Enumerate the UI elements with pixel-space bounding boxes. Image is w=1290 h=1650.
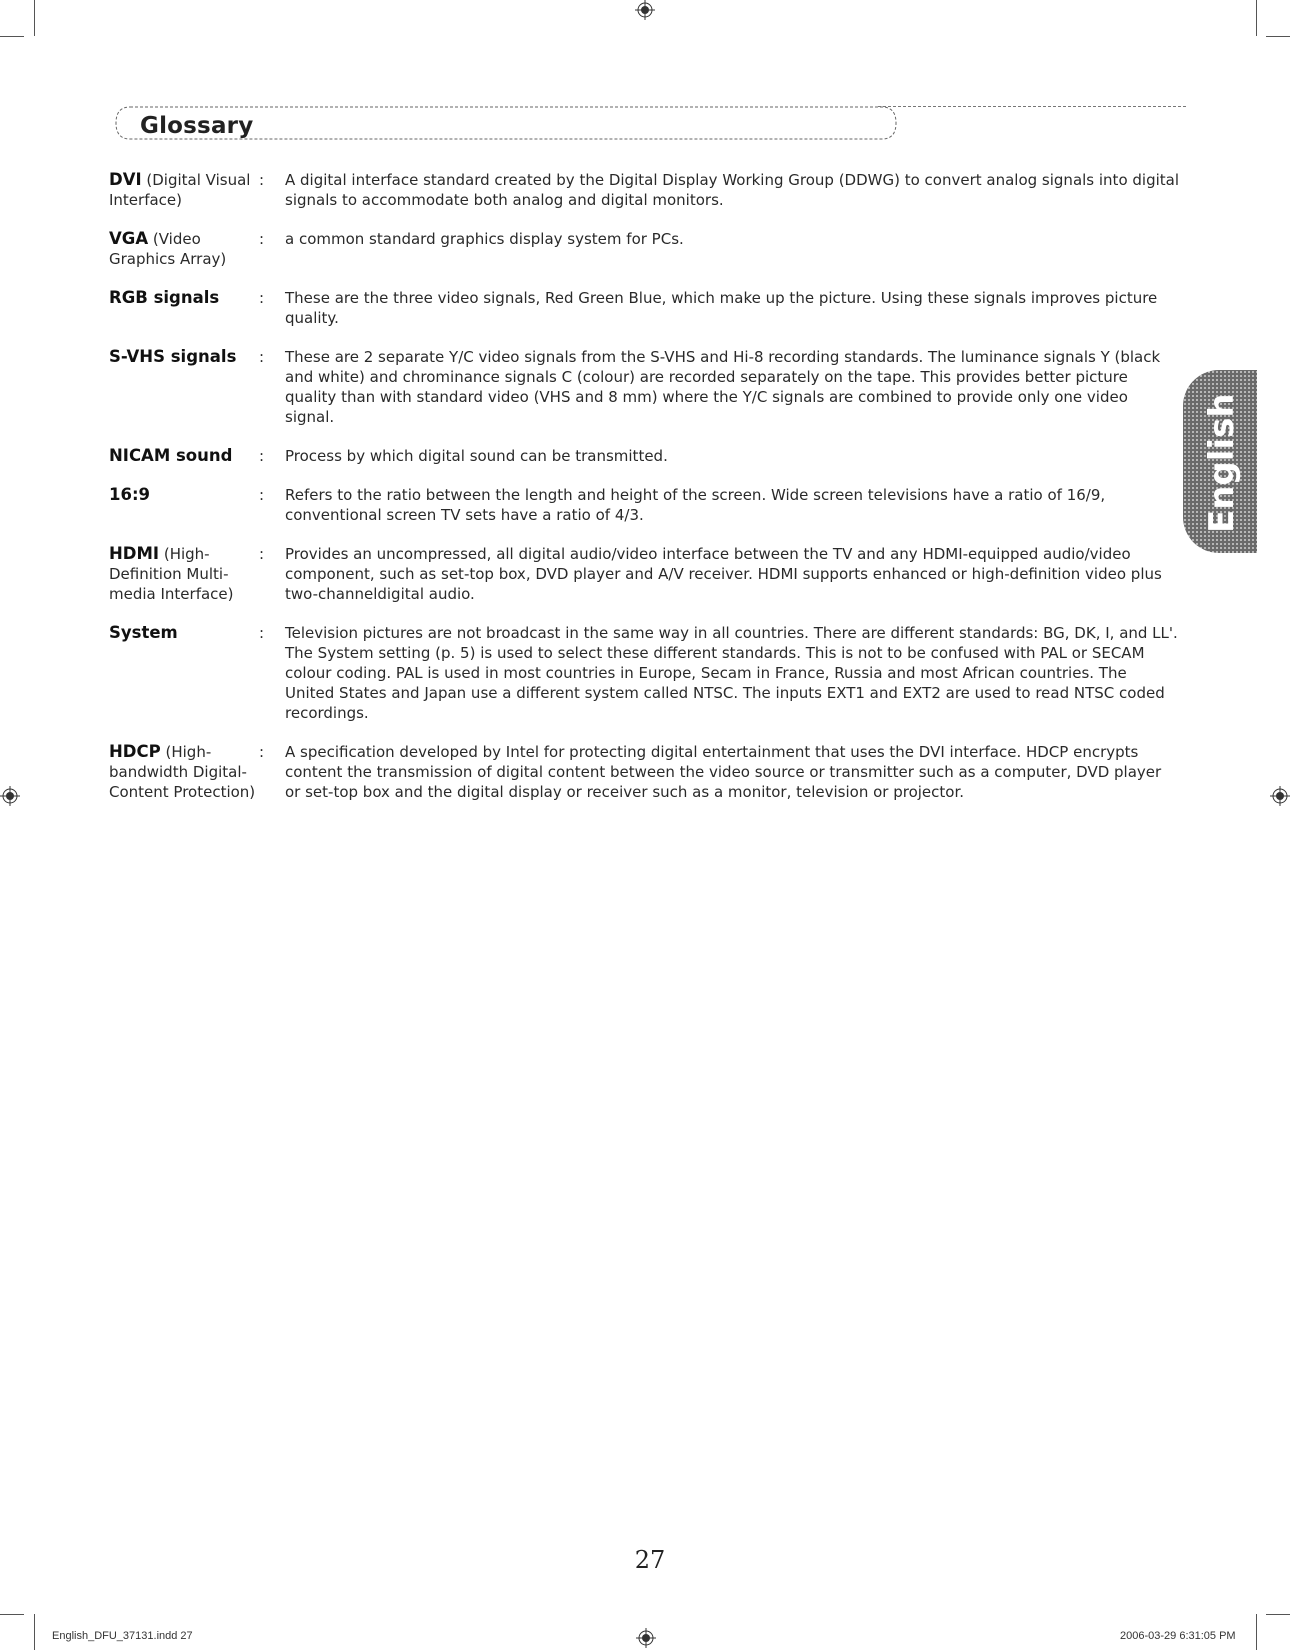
glossary-definition: A specification developed by Intel for protecting digital entertainment that uses the DVI interface. HDCP encrypts content the transmission of digital content between the video source or transmitter such as a computer, DVD player or set-top box and the digital display or receiver such as a monitor, television or projector. <box>285 743 1162 801</box>
glossary-entry <box>109 742 1179 802</box>
registration-mark-icon <box>636 1628 656 1648</box>
page-title: Glossary <box>140 113 254 139</box>
glossary-definition: A digital interface standard created by the Digital Display Working Group (DDWG) to convert analog signals into digital signals to accommodate both analog and digital monitors. <box>285 171 1180 209</box>
registration-mark-icon <box>1270 786 1290 806</box>
glossary-term: RGB signals <box>109 288 220 307</box>
glossary-entry <box>109 229 1179 269</box>
glossary-definition: Refers to the ratio between the length and height of the screen. Wide screen televisions have a ratio of 16/9, conventional screen TV sets have a ratio of 4/3. <box>285 486 1106 524</box>
crop-mark <box>0 1614 24 1615</box>
glossary-term: NICAM sound <box>109 446 233 465</box>
term-separator: : <box>259 171 265 189</box>
glossary-definition: These are 2 separate Y/C video signals from the S-VHS and Hi-8 recording standards. The luminance signals Y (black and white) and chrominance signals C (colour) are recorded separately on the tape. This provides better picture quality than with standard video (VHS and 8 mm) where the Y/C signals are combined to provide only one video signal. <box>285 348 1161 426</box>
glossary-term: 16:9 <box>109 485 151 504</box>
term-separator: : <box>259 486 265 504</box>
crop-mark <box>0 36 24 37</box>
glossary-definition: Process by which digital sound can be transmitted. <box>285 447 668 465</box>
glossary-entry <box>109 623 1179 723</box>
term-separator: : <box>259 624 265 642</box>
crop-mark <box>1266 1614 1290 1615</box>
glossary-entry <box>109 544 1179 604</box>
crop-mark <box>34 1614 35 1650</box>
glossary-entry <box>109 446 1179 466</box>
term-separator: : <box>259 289 265 307</box>
glossary-definition: Television pictures are not broadcast in the same way in all countries. There are different standards: BG, DK, I, and LL'. The System setting (p. 5) is used to select these different standards. This is not to be confused with PAL or SECAM colour coding. PAL is used in most countries in Europe, Secam in France, Russia and most African countries. The United States and Japan use a different system called NTSC. The inputs EXT1 and EXT2 are used to read NTSC coded recordings. <box>285 624 1178 722</box>
glossary-term: HDCP (High- bandwidth Digital-Content Protection) <box>109 742 256 801</box>
glossary-entry <box>109 485 1179 525</box>
term-separator: : <box>259 743 265 761</box>
term-separator: : <box>259 230 265 248</box>
glossary-term: VGA (Video Graphics Array) <box>109 229 227 268</box>
page-number: 27 <box>634 1546 666 1574</box>
glossary-definition: a common standard graphics display system for PCs. <box>285 230 684 248</box>
term-separator: : <box>259 348 265 366</box>
glossary-term: S-VHS signals <box>109 347 237 366</box>
glossary-definition: These are the three video signals, Red Green Blue, which make up the picture. Using these signals improves picture quality. <box>285 289 1158 327</box>
crop-mark <box>1256 1614 1257 1650</box>
crop-mark <box>34 0 35 36</box>
language-tab-label: English <box>1202 393 1242 533</box>
glossary-term: HDMI (High- Definition Multi-media Interface) <box>109 544 234 603</box>
glossary-term: DVI (Digital Visual Interface) <box>109 170 251 209</box>
glossary-entry <box>109 170 1179 210</box>
glossary-list <box>109 170 1179 821</box>
header-rule <box>878 106 1186 107</box>
glossary-definition: Provides an uncompressed, all digital audio/video interface between the TV and any HDMI-equipped audio/video component, such as set-top box, DVD player and A/V receiver. HDMI supports enhanced or high-definition video plus two-channeldigital audio. <box>285 545 1162 603</box>
glossary-entry <box>109 347 1179 427</box>
glossary-term: System <box>109 623 178 642</box>
term-separator: : <box>259 545 265 563</box>
slug-timestamp: 2006-03-29 6:31:05 PM <box>1120 1630 1236 1642</box>
crop-mark <box>1256 0 1257 36</box>
registration-mark-icon <box>635 0 655 20</box>
glossary-entry <box>109 288 1179 328</box>
crop-mark <box>1266 36 1290 37</box>
term-separator: : <box>259 447 265 465</box>
slug-filename: English_DFU_37131.indd 27 <box>52 1630 193 1642</box>
registration-mark-icon <box>0 786 20 806</box>
